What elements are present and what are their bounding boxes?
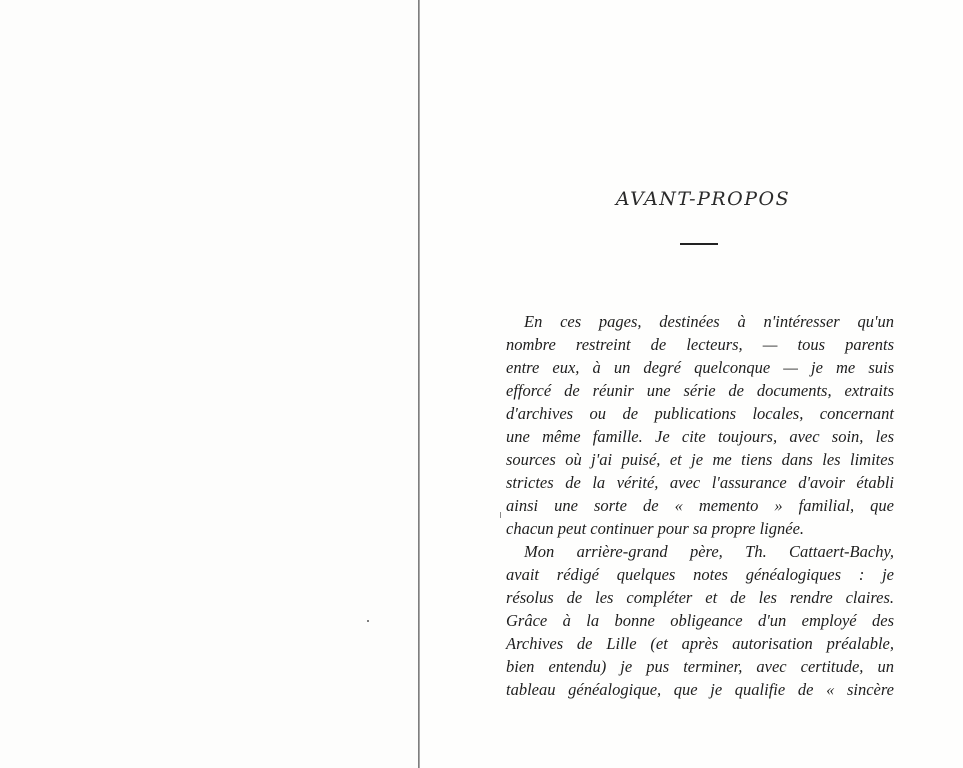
title-underline-rule xyxy=(680,243,718,245)
text-line: une même famille. Je cite toujours, avec soin, les xyxy=(506,427,894,446)
paper-speck xyxy=(367,620,369,622)
left-page-blank xyxy=(0,0,418,768)
text-line: avait rédigé quelques notes généalogiques : je xyxy=(506,565,894,584)
text-line: bien entendu) je pus terminer, avec certitude, un xyxy=(506,657,894,676)
text-line: résolus de les compléter et de les rendre claires. xyxy=(506,588,894,607)
text-line: d'archives ou de publications locales, concernant xyxy=(506,404,894,423)
text-line: entre eux, à un degré quelconque — je me suis xyxy=(506,358,894,377)
paragraph xyxy=(506,540,894,701)
text-line: Grâce à la bonne obligeance d'un employé des xyxy=(506,611,894,630)
text-line: En ces pages, destinées à n'intéresser qu'un xyxy=(524,312,894,331)
text-line: ainsi une sorte de « memento » familial, que xyxy=(506,496,894,515)
text-line: sources où j'ai puisé, et je me tiens dans les limites xyxy=(506,450,894,469)
text-line: tableau généalogique, que je qualifie de « sincère xyxy=(506,680,894,699)
text-line: Mon arrière-grand père, Th. Cattaert-Bachy, xyxy=(524,542,894,561)
text-line: efforcé de réunir une série de documents, extraits xyxy=(506,381,894,400)
paper-speck xyxy=(500,512,501,518)
text-line: Archives de Lille (et après autorisation préalable, xyxy=(506,634,894,653)
text-line: strictes de la vérité, avec l'assurance d'avoir établi xyxy=(506,473,894,492)
paragraph xyxy=(506,310,894,540)
chapter-title: AVANT-PROPOS xyxy=(615,188,791,210)
text-line: chacun peut continuer pour sa propre lignée. xyxy=(506,519,805,538)
body-text xyxy=(506,310,894,701)
text-line: nombre restreint de lecteurs, — tous parents xyxy=(506,335,894,354)
